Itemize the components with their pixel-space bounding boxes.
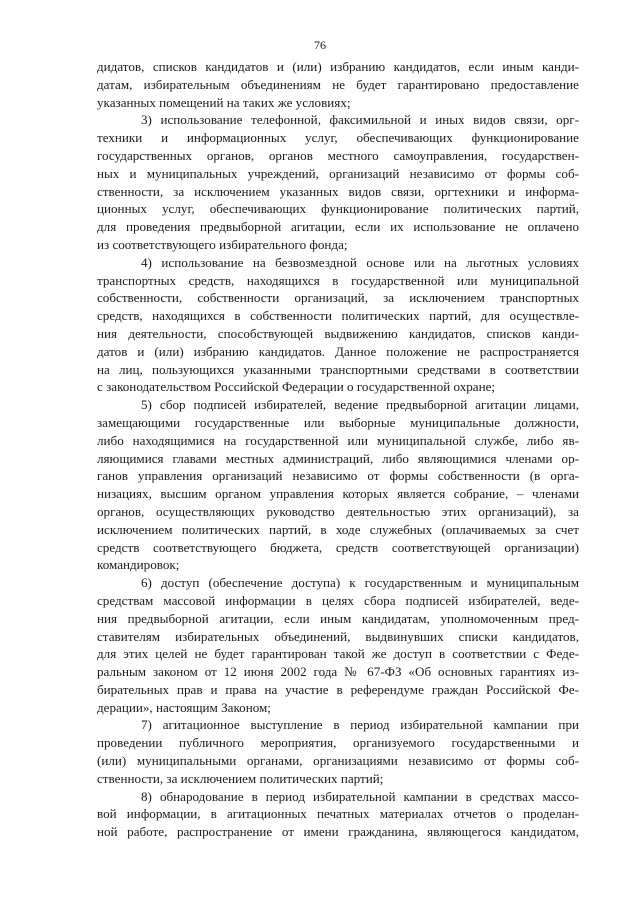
text-line: для этих целей не будет гарантирован такой же доступ в соответствии с Феде- — [97, 646, 579, 662]
text-line: из соответствующего избирательного фонда; — [97, 236, 348, 252]
text-line: ционных услуг, обеспечивающих функционирование политических партий, — [97, 201, 579, 217]
text-line: ральным законом от 12 июня 2002 года № 67-ФЗ «Об основных гарантиях из- — [97, 664, 579, 680]
text-line: 5) сбор подписей избирателей, ведение предвыборной агитации лицами, — [141, 397, 579, 413]
text-line: ственности, за исключением политических партий; — [97, 770, 384, 786]
text-line: бирательных прав и права на участие в референдуме граждан Российской Фе- — [97, 681, 579, 697]
text-line: средств, находящихся в собственности политических партий, для осуществле- — [97, 308, 579, 324]
text-line: командировок; — [97, 557, 180, 573]
text-line: (или) муниципальными органами, организациями независимо от формы соб- — [97, 753, 579, 769]
text-line: дерации», настоящим Законом; — [97, 699, 271, 715]
text-line: собственности, собственности организаций, за исключением транспортных — [97, 290, 579, 306]
text-line: 4) использование на безвозмездной основе или на льготных условиях — [141, 254, 579, 270]
text-line: на лиц, пользующихся указанными транспортными средствами в соответствии — [97, 361, 579, 377]
text-line: ставителям избирательных объединений, выдвинувших списки кандидатов, — [97, 628, 579, 644]
document-body — [97, 58, 579, 841]
text-line: 8) обнародование в период избирательной кампании в средствах массо- — [141, 788, 579, 804]
text-line: ной работе, распространение от имени гражданина, являющегося кандидатом, — [97, 824, 579, 840]
text-line: датов и (или) избранию кандидатов. Данное положение не распространяется — [97, 343, 579, 359]
text-line: транспортных средств, находящихся в государственной или муниципальной — [97, 272, 579, 288]
text-line: для проведения предвыборной агитации, если их использование не оплачено — [97, 219, 579, 235]
text-line: 7) агитационное выступление в период избирательной кампании при — [141, 717, 579, 733]
text-line: 3) использование телефонной, факсимильной и иных видов связи, орг- — [141, 112, 579, 128]
text-line: ных и муниципальных учреждений, организаций независимо от формы соб- — [97, 165, 579, 181]
text-line: низациях, высшим органом управления которых является собрание, – членами — [97, 486, 579, 502]
text-line: органов, осуществляющих руководство деятельностью этих организаций), за — [97, 503, 579, 519]
text-line: датам, избирательным объединениям не будет гарантировано предоставление — [97, 76, 579, 92]
text-line: проведении публичного мероприятия, организуемого государственными и — [97, 735, 579, 751]
text-line: замещающими государственные или выборные муниципальные должности, — [97, 414, 579, 430]
text-line: ганов управления организаций независимо от формы собственности (в орга- — [97, 468, 579, 484]
text-line: средствам массовой информации в целях сбора подписей избирателей, веде- — [97, 592, 579, 608]
text-line: исключением политических партий, в ходе служебных (оплачиваемых за счет — [97, 521, 579, 537]
text-line: с законодательством Российской Федерации о государственной охране; — [97, 379, 496, 395]
text-line: средств соответствующего бюджета, средств соответствующей организации) — [97, 539, 579, 555]
text-line: вой информации, в агитационных печатных материалах отчетов о проделан- — [97, 806, 579, 822]
text-line: государственных органов, органов местного самоуправления, государствен- — [97, 147, 579, 163]
text-line: дидатов, списков кандидатов и (или) избранию кандидатов, если иным канди- — [97, 59, 579, 74]
text-line: ственности, за исключением указанных видов связи, оргтехники и информа- — [97, 183, 579, 199]
text-line: либо находящимися на государственной или муниципальной службе, либо яв- — [97, 432, 579, 448]
text-line: ния деятельности, способствующей выдвижению кандидатов, списков канди- — [97, 325, 579, 341]
text-line: указанных помещений на таких же условиях; — [97, 94, 351, 110]
text-line: ляющимися главами местных администраций, либо являющимися членами ор- — [97, 450, 579, 466]
text-line: ния предвыборной агитации, если иным кандидатам, уполномоченным пред- — [97, 610, 579, 626]
text-line: техники и информационных услуг, обеспечивающих функционирование — [97, 130, 579, 146]
page-number: 76 — [314, 38, 326, 52]
text-line: 6) доступ (обеспечение доступа) к государственным и муниципальным — [141, 575, 579, 591]
